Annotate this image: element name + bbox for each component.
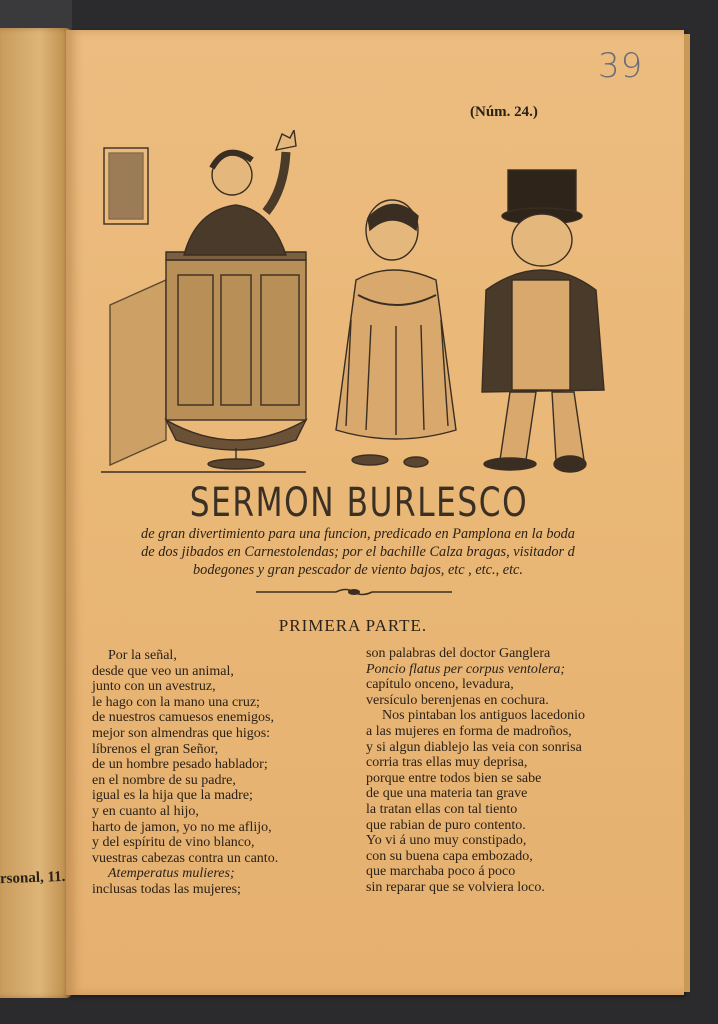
- verse-line: inclusas todas las mujeres;: [92, 881, 241, 897]
- verse-column-left: [92, 648, 278, 898]
- verse-line: que marchaba poco á poco: [366, 864, 516, 880]
- verse-line: de nuestros camuesos enemigos,: [92, 710, 274, 726]
- short-man-with-top-hat-figure: [482, 170, 604, 472]
- subtitle: [84, 525, 632, 579]
- short-woman-figure: [336, 200, 456, 467]
- left-page: [0, 28, 72, 998]
- verse-line: Nos pintaban los antiguos lacedonio: [382, 708, 585, 724]
- subtitle-line: de dos jibados en Carnestolendas; por el bachille Calza bragas, visitador d: [141, 544, 575, 560]
- page-edge: [684, 34, 690, 992]
- verse-line: corria tras ellas muy deprisa,: [366, 755, 528, 771]
- page-number: 39: [598, 46, 644, 86]
- pulpit: [101, 252, 306, 472]
- verse-line: y del espíritu de vino blanco,: [92, 835, 255, 851]
- verse-line: y en cuanto al hijo,: [92, 803, 199, 819]
- verse-line: Por la señal,: [108, 648, 177, 663]
- verse-line: porque entre todos bien se sabe: [366, 770, 542, 786]
- page-title: SERMON BURLESCO: [189, 480, 529, 526]
- part-heading: PRIMERA PARTE.: [278, 616, 428, 635]
- verse-line: en el nombre de su padre,: [92, 772, 236, 788]
- verse-line: de que una materia tan grave: [366, 786, 528, 802]
- woodcut-illustration: [96, 130, 616, 490]
- left-page-text-fragment: rsonal, 11.: [0, 868, 66, 888]
- preacher-figure: [184, 130, 296, 255]
- verse-line: a las mujeres en forma de madroños,: [366, 723, 572, 739]
- verse-line: Atemperatus mulieres;: [108, 866, 235, 882]
- verse-line: vuestras cabezas contra un canto.: [92, 850, 279, 866]
- subtitle-line: de gran divertimiento para una funcion, predicado en Pamplona en la boda: [141, 526, 575, 542]
- verse-line: harto de jamon, yo no me aflijo,: [92, 819, 272, 835]
- verse-line: versículo berenjenas en cochura.: [366, 692, 549, 708]
- verse-line: desde que veo un animal,: [92, 663, 234, 679]
- verse-line: Yo vi á uno muy constipado,: [366, 833, 527, 849]
- verse-line: y si algun diablejo las veia con sonrisa: [366, 739, 582, 755]
- verse-line: de un hombre pesado hablador;: [92, 757, 268, 773]
- verse-line: son palabras del doctor Ganglera: [366, 646, 551, 661]
- verse-line: le hago con la mano una cruz;: [92, 694, 260, 710]
- subtitle-line: bodegones y gran pescador de viento bajos, etc , etc., etc.: [193, 562, 523, 578]
- verse-line: Poncio flatus per corpus ventolera;: [366, 661, 566, 677]
- verse-line: capítulo onceno, levadura,: [366, 677, 514, 693]
- ornamental-rule: [256, 587, 452, 597]
- verse-line: que rabian de puro contento.: [366, 817, 526, 833]
- verse-line: junto con un avestruz,: [92, 679, 216, 695]
- verse-column-right: [366, 646, 585, 896]
- issue-number: (Núm. 24.): [470, 104, 538, 120]
- verse-line: con su buena capa embozado,: [366, 848, 533, 864]
- book-gutter: [0, 0, 72, 30]
- verse-line: mejor son almendras que higos:: [92, 725, 271, 741]
- verse-line: igual es la hija que la madre;: [92, 788, 253, 804]
- verse-line: la tratan ellas con tal tiento: [366, 801, 518, 817]
- verse-line: sin reparar que se volviera loco.: [366, 879, 545, 895]
- verse-line: líbrenos el gran Señor,: [92, 741, 219, 757]
